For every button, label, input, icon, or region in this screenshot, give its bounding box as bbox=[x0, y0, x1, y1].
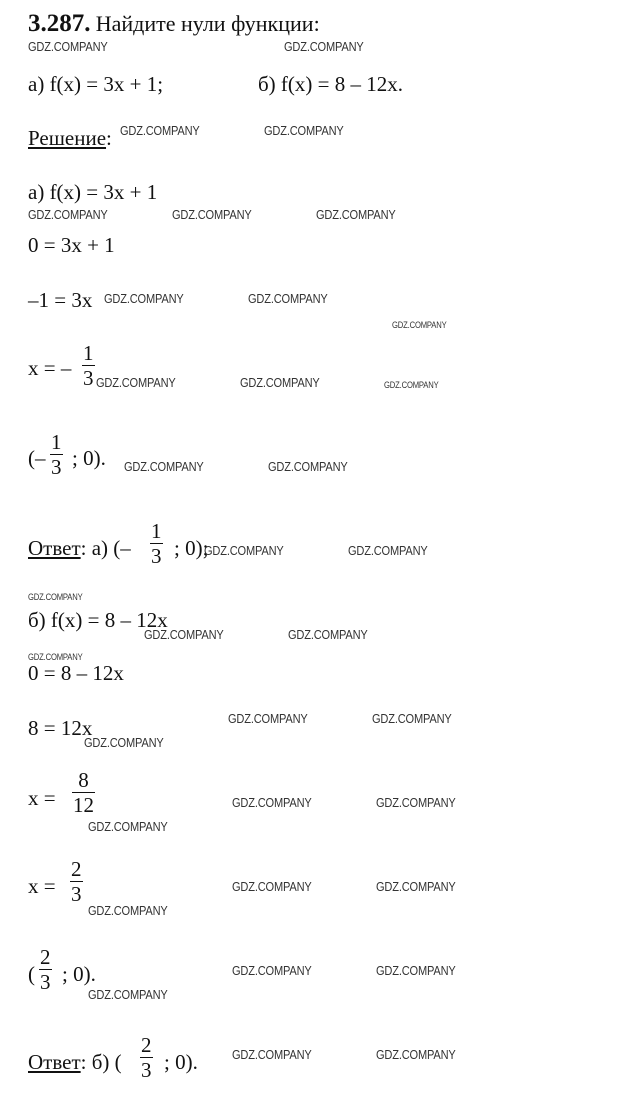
watermark: GDZ.COMPANY bbox=[28, 39, 108, 54]
watermark: GDZ.COMPANY bbox=[124, 459, 204, 474]
problem-number: 3.287. bbox=[28, 10, 91, 37]
watermark: GDZ.COMPANY bbox=[376, 1047, 456, 1062]
task-a: а) f(x) = 3x + 1; bbox=[28, 72, 164, 96]
fraction-numerator: 2 bbox=[71, 857, 82, 881]
watermark: GDZ.COMPANY bbox=[384, 380, 439, 390]
part-b-line5-prefix: x = bbox=[28, 874, 56, 898]
part-a-answer-fraction bbox=[150, 520, 163, 567]
watermark: GDZ.COMPANY bbox=[264, 123, 344, 138]
watermark: GDZ.COMPANY bbox=[88, 903, 168, 918]
fraction-numerator: 2 bbox=[141, 1033, 152, 1057]
fraction-denominator: 3 bbox=[40, 970, 51, 994]
part-b-line6-suffix: ; 0). bbox=[62, 962, 96, 986]
fraction-denominator: 3 bbox=[83, 366, 94, 390]
watermark: GDZ.COMPANY bbox=[88, 987, 168, 1002]
watermark: GDZ.COMPANY bbox=[392, 320, 447, 330]
solution-colon: : bbox=[106, 126, 112, 150]
part-b-line4-prefix: x = bbox=[28, 786, 56, 810]
watermark: GDZ.COMPANY bbox=[28, 652, 83, 662]
watermark: GDZ.COMPANY bbox=[228, 711, 308, 726]
fraction-denominator: 3 bbox=[71, 882, 82, 906]
part-b-fraction-1 bbox=[72, 769, 95, 816]
fraction-numerator: 2 bbox=[40, 945, 51, 969]
part-a-line1: а) f(x) = 3x + 1 bbox=[28, 180, 158, 204]
part-b-answer-suffix: ; 0). bbox=[164, 1050, 198, 1074]
part-a-answer-suffix: ; 0); bbox=[174, 536, 209, 560]
watermark: GDZ.COMPANY bbox=[284, 39, 364, 54]
problem-statement: Найдите нули функции: bbox=[95, 11, 320, 36]
part-b-line3: 8 = 12x bbox=[28, 716, 93, 740]
task-b: б) f(x) = 8 – 12x. bbox=[258, 72, 404, 96]
solution-heading bbox=[28, 126, 112, 150]
answer-text-b: : б) ( bbox=[80, 1050, 122, 1074]
fraction-numerator: 8 bbox=[78, 768, 89, 792]
fraction-denominator: 3 bbox=[151, 544, 162, 568]
watermark: GDZ.COMPANY bbox=[376, 963, 456, 978]
part-b-line2: 0 = 8 – 12x bbox=[28, 661, 124, 685]
watermark: GDZ.COMPANY bbox=[372, 711, 452, 726]
watermark: GDZ.COMPANY bbox=[172, 207, 252, 222]
watermark: GDZ.COMPANY bbox=[84, 735, 164, 750]
watermark: GDZ.COMPANY bbox=[240, 375, 320, 390]
watermark: GDZ.COMPANY bbox=[204, 543, 284, 558]
problem-title bbox=[28, 12, 320, 36]
watermark: GDZ.COMPANY bbox=[104, 291, 184, 306]
watermark: GDZ.COMPANY bbox=[28, 207, 108, 222]
watermark: GDZ.COMPANY bbox=[232, 963, 312, 978]
part-a-line5-prefix: (– bbox=[28, 446, 46, 470]
part-b-answer bbox=[28, 1050, 122, 1074]
watermark: GDZ.COMPANY bbox=[376, 879, 456, 894]
solution-label: Решение bbox=[28, 126, 107, 150]
part-b-line6-prefix: ( bbox=[28, 962, 35, 986]
watermark: GDZ.COMPANY bbox=[232, 795, 312, 810]
watermark: GDZ.COMPANY bbox=[120, 123, 200, 138]
part-a-line4-prefix: x = – bbox=[28, 356, 72, 380]
watermark: GDZ.COMPANY bbox=[316, 207, 396, 222]
part-b-fraction-2 bbox=[70, 858, 83, 905]
part-b-answer-fraction bbox=[140, 1034, 153, 1081]
watermark: GDZ.COMPANY bbox=[88, 819, 168, 834]
part-b-fraction-3 bbox=[39, 946, 52, 993]
part-a-line3: –1 = 3x bbox=[28, 288, 93, 312]
part-a-answer bbox=[28, 536, 131, 560]
watermark: GDZ.COMPANY bbox=[348, 543, 428, 558]
part-a-line2: 0 = 3x + 1 bbox=[28, 233, 115, 257]
answer-label-b: Ответ bbox=[28, 1050, 81, 1074]
watermark: GDZ.COMPANY bbox=[376, 795, 456, 810]
fraction-numerator: 1 bbox=[151, 519, 162, 543]
fraction-denominator: 3 bbox=[141, 1058, 152, 1082]
answer-text-a: : а) (– bbox=[80, 536, 131, 560]
fraction-numerator: 1 bbox=[51, 430, 62, 454]
fraction-numerator: 1 bbox=[83, 341, 94, 365]
fraction-denominator: 12 bbox=[73, 793, 94, 817]
answer-label-a: Ответ bbox=[28, 536, 81, 560]
watermark: GDZ.COMPANY bbox=[248, 291, 328, 306]
fraction-denominator: 3 bbox=[51, 455, 62, 479]
part-a-line5-suffix: ; 0). bbox=[72, 446, 106, 470]
watermark: GDZ.COMPANY bbox=[96, 375, 176, 390]
watermark: GDZ.COMPANY bbox=[144, 627, 224, 642]
part-a-fraction-1 bbox=[82, 342, 95, 389]
watermark: GDZ.COMPANY bbox=[268, 459, 348, 474]
watermark: GDZ.COMPANY bbox=[28, 592, 83, 602]
part-a-fraction-2 bbox=[50, 431, 63, 478]
watermark: GDZ.COMPANY bbox=[232, 1047, 312, 1062]
watermark: GDZ.COMPANY bbox=[288, 627, 368, 642]
part-b-line1: б) f(x) = 8 – 12x bbox=[28, 608, 168, 632]
watermark: GDZ.COMPANY bbox=[232, 879, 312, 894]
